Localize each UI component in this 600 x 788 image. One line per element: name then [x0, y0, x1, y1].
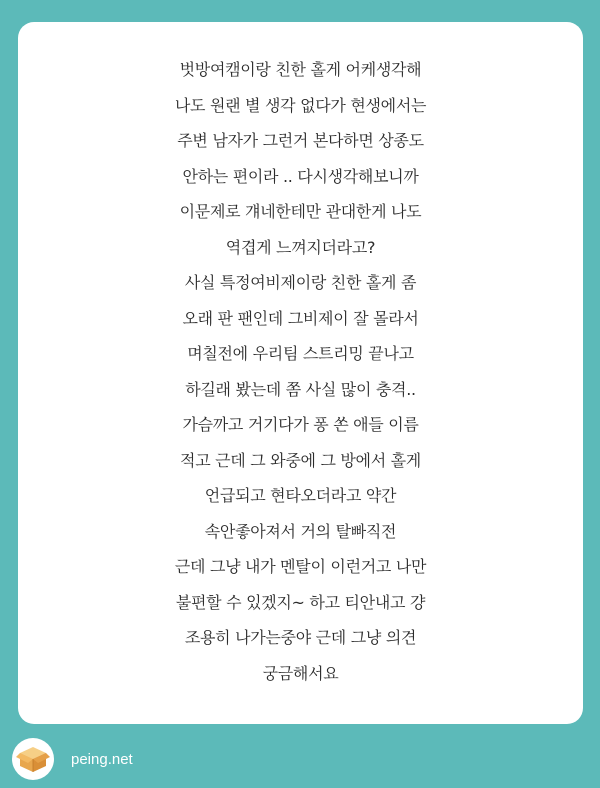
question-line: 이문제로 걔네한테만 관대한게 나도 — [179, 202, 422, 221]
question-line: 안하는 편이라 .. 다시생각해보니까 — [182, 166, 419, 186]
question-line: 나도 원랜 별 생각 없다가 현생에서는 — [174, 95, 427, 115]
question-line: 궁금해서요 — [262, 663, 339, 683]
question-card — [18, 22, 583, 724]
brand-link[interactable]: peing.net — [71, 750, 133, 768]
box-icon — [16, 742, 50, 776]
peing-logo[interactable] — [12, 738, 54, 780]
question-line: 오래 판 팬인데 그비제이 잘 몰라서 — [182, 308, 419, 328]
question-line: 하길래 봤는데 쫌 사실 많이 충격.. — [185, 379, 416, 399]
question-line: 벗방여캠이랑 친한 홀게 어케생각해 — [179, 60, 422, 79]
footer — [12, 738, 133, 780]
question-line: 사실 특정여비제이랑 친한 홀게 좀 — [184, 273, 417, 292]
question-text — [18, 52, 583, 691]
question-line: 근데 그냥 내가 멘탈이 이런거고 나만 — [174, 557, 427, 576]
question-line: 며칠전에 우리팀 스트리밍 끝나고 — [187, 344, 414, 363]
question-line: 적고 근데 그 와중에 그 방에서 홀게 — [180, 450, 421, 470]
question-line: 불편할 수 있겠지~ 하고 티안내고 걍 — [175, 592, 426, 612]
question-line: 가슴까고 거기다가 퐁 쏜 애들 이름 — [182, 415, 419, 434]
question-line: 속안좋아져서 거의 탈빠직전 — [204, 521, 397, 541]
question-line: 주변 남자가 그런거 본다하면 상종도 — [177, 131, 424, 150]
question-line: 언급되고 현타오더라고 약간 — [204, 486, 397, 505]
question-line: 조용히 나가는중야 근데 그냥 의견 — [184, 628, 417, 647]
question-line: 역겹게 느껴지더라고? — [225, 237, 376, 257]
